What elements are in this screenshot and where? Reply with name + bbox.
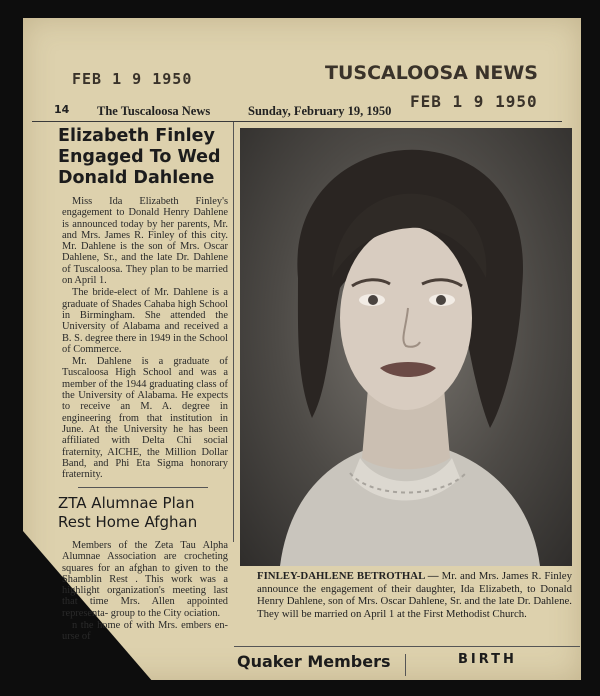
article-paragraph: n the home of with Mrs. embers en- urse of — [62, 620, 228, 643]
zta-article — [62, 540, 228, 644]
bottom-divider — [234, 646, 580, 647]
engagement-article — [62, 196, 228, 481]
portrait-photo — [240, 128, 572, 566]
column-divider — [233, 122, 234, 542]
page-number: 14 — [54, 103, 70, 116]
date-stamp-right: FEB 1 9 1950 — [410, 92, 538, 111]
quaker-headline: Quaker Members — [237, 652, 391, 671]
paper-name: The Tuscaloosa News — [97, 104, 211, 118]
column-divider-bottom — [405, 654, 406, 676]
newspaper-stamp: TUSCALOOSA NEWS — [325, 62, 538, 84]
caption-lead: FINLEY-DAHLENE BETROTHAL — — [257, 570, 439, 582]
birth-headline: BIRTH — [458, 652, 517, 667]
article-divider — [78, 487, 208, 488]
article-paragraph: Miss Ida Elizabeth Finley's engagement to Donald Henry Dahlene is announced today by her parents, Mr. and Mrs. James R. Finley of this city. Mr. Dahlene is the son of Mrs. Oscar Dahlene, Sr., and the late Dr. Dahlene of Tuscaloosa. They plan to be married on April 1. — [62, 196, 228, 287]
article-paragraph: Mr. Dahlene is a graduate of Tuscaloosa High School and was a member of the 1944 graduating class of the University of Alabama. He expects to receive an M. A. degree in engineering from that institution in June. At the University he has been affiliated with Delta Chi social fraternity, AICHE, the Million Dollar Band, and Phi Eta Sigma honorary fraternity. — [62, 356, 228, 481]
zta-headline: ZTA Alumnae Plan Rest Home Afghan — [58, 494, 198, 531]
photo-caption — [257, 570, 572, 620]
masthead — [32, 101, 562, 122]
portrait-illustration — [240, 128, 572, 566]
engagement-headline: Elizabeth Finley Engaged To Wed Donald Dahlene — [58, 126, 221, 188]
caption-body: Mr. and Mrs. James R. Finley announce the engagement of their daughter, Ida Elizabeth, to Donald Henry Dahlene, son of Mrs. Oscar Dahlene, Sr. and the late Dr. Dahlene. They will be married on April 1 at the First Methodist Church. — [257, 570, 572, 620]
date-stamp-left: FEB 1 9 1950 — [72, 70, 193, 88]
issue-date: Sunday, February 19, 1950 — [248, 104, 392, 118]
article-paragraph: Members of the Zeta Tau Alpha Alumnae Association are crocheting squares for an afghan to given to the Shamblin Rest . This work was a highlight organization's meeting last that time Mrs. Allen appointed representa- group to the City ociation. — [62, 540, 228, 619]
article-paragraph: The bride-elect of Mr. Dahlene is a graduate of Shades Cahaba high School in Birmingham. She attended the University of Alabama and received a B. S. degree there in 1949 in the School of Commerce. — [62, 287, 228, 355]
